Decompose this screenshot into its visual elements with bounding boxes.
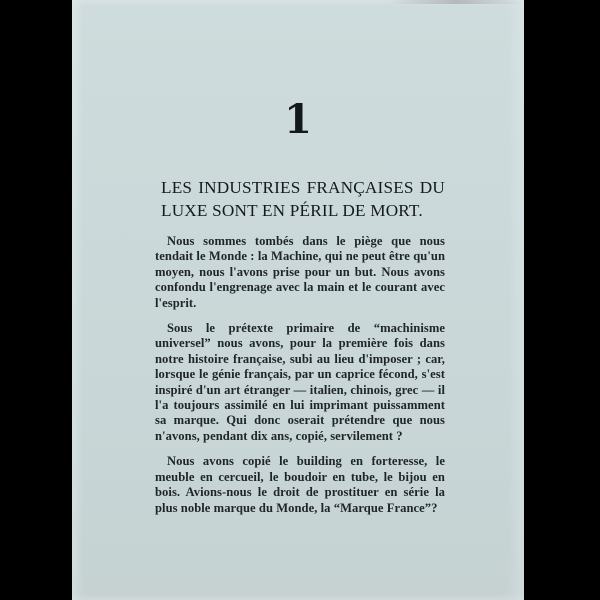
chapter-number: 1 (284, 96, 312, 143)
paragraph-3: Nous avons copié le building en forteresse, le meuble en cercueil, le boudoir en tube, le bijou en bois. Avions-nous le droit de prostituer en série la plus noble marque du Monde, la “Marque France”? (155, 454, 445, 515)
chapter-title: LES INDUSTRIES FRANÇAISES DU LUXE SONT EN PÉRIL DE MORT. (161, 178, 445, 220)
paragraph-1: Nous sommes tombés dans le piège que nous tendait le Monde : la Machine, qui ne peut être qu'un moyen, nous l'avons prise pour un but. Nous avons confondu l'engrenage avec la main et le courant avec l'esprit. (155, 234, 445, 310)
book-page (72, 0, 524, 600)
chapter-text (155, 176, 445, 526)
paragraph-2: Sous le prétexte primaire de “machinisme universel” nous avons, pour la première fois dans notre histoire française, subi au lieu d'imposer ; car, lorsque le génie français, par un caprice fécond, s'est inspiré d'un art étranger — italien, chinois, grec — il l'a toujours assimilé en lui imprimant puissamment sa marque. Qui donc oserait prétendre que nous n'avons, pendant dix ans, copié, servilement ? (155, 321, 445, 443)
